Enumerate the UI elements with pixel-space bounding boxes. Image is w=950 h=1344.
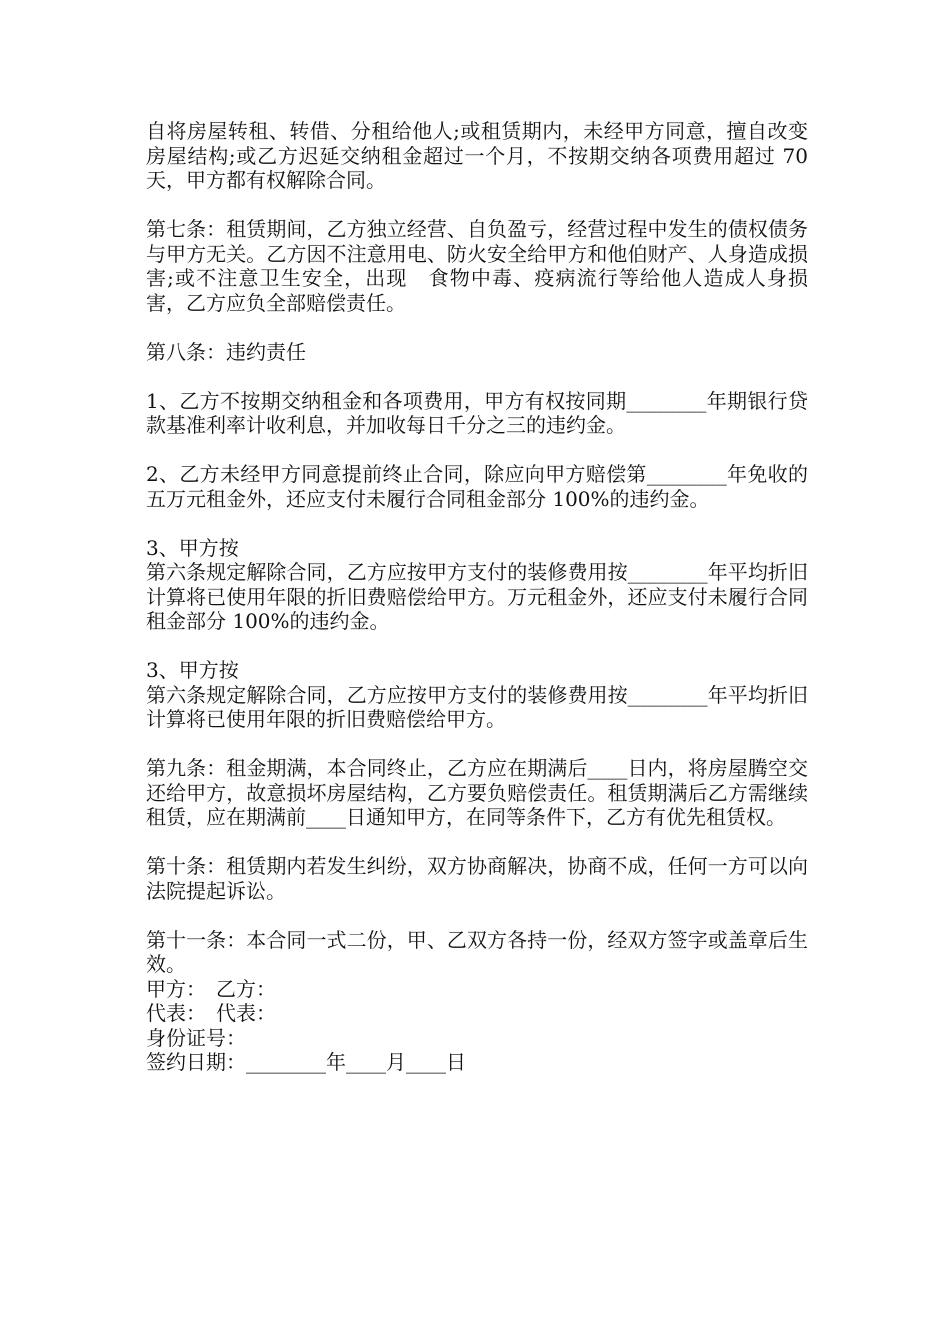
signature-parties: 甲方： 乙方：	[146, 976, 276, 1001]
paragraph-gap	[146, 511, 808, 536]
clause-8-item-3a-text: 第六条规定解除合同，乙方应按甲方支付的装修费用按________年平均折旧计算将已使用年限的折旧费赔偿给甲方。万元租金外，还应支付未履行合同租金部分 100%的违约金。	[146, 560, 808, 633]
paragraph-gap	[146, 903, 808, 928]
clause-8-item-3b-label: 3、甲方按	[146, 658, 239, 682]
clause-6-continued: 自将房屋转租、转借、分租给他人;或租赁期内，未经甲方同意，擅自改变房屋结构;或乙方迟延交纳租金超过一个月，不按期交纳各项费用超过 70 天，甲方都有权解除合同。	[146, 119, 815, 192]
paragraph-gap	[146, 193, 808, 218]
signature-id-number: 身份证号：	[146, 1025, 246, 1050]
contract-page	[146, 119, 815, 1075]
clause-8-item-1: 1、乙方不按期交纳租金和各项费用，甲方有权按同期________年期银行贷款基准利率计收利息，并加收每日千分之三的违约金。	[146, 388, 808, 437]
clause-11: 第十一条：本合同一式二份，甲、乙双方各持一份，经双方签字或盖章后生效。	[146, 927, 808, 976]
clause-8-heading: 第八条：违约责任	[146, 339, 306, 364]
signature-date: 签约日期：________年____月____日	[146, 1050, 466, 1074]
clause-8-item-3a-label: 3、甲方按	[146, 535, 239, 560]
paragraph-gap	[146, 315, 808, 340]
paragraph-gap	[146, 732, 808, 757]
paragraph-gap	[146, 364, 808, 389]
clause-7: 第七条：租赁期间，乙方独立经营、自负盈亏，经营过程中发生的债权债务与甲方无关。乙方因不注意用电、防火安全给甲方和他伯财产、人身造成损害;或不注意卫生安全，出现 食物中毒、疫病流行等给他人造成人身损害，乙方应负全部赔偿责任。	[146, 217, 808, 315]
clause-8-item-2: 2、乙方未经甲方同意提前终止合同，除应向甲方赔偿第________年免收的五万元租金外，还应支付未履行合同租金部分 100%的违约金。	[146, 462, 808, 511]
paragraph-gap	[146, 830, 808, 855]
clause-10: 第十条：租赁期内若发生纠纷，双方协商解决，协商不成，任何一方可以向法院提起诉讼。	[146, 854, 808, 903]
signature-representatives: 代表： 代表：	[146, 1001, 276, 1025]
clause-8-item-3b-text: 第六条规定解除合同，乙方应按甲方支付的装修费用按________年平均折旧计算将已使用年限的折旧费赔偿给甲方。	[146, 682, 808, 731]
paragraph-gap	[146, 634, 808, 659]
clause-9: 第九条：租金期满，本合同终止，乙方应在期满后____日内，将房屋腾空交还给甲方，故意损坏房屋结构，乙方要负赔偿责任。租赁期满后乙方需继续租赁，应在期满前____日通知甲方，在同等条件下，乙方有优先租赁权。	[146, 756, 808, 829]
paragraph-gap	[146, 438, 808, 463]
